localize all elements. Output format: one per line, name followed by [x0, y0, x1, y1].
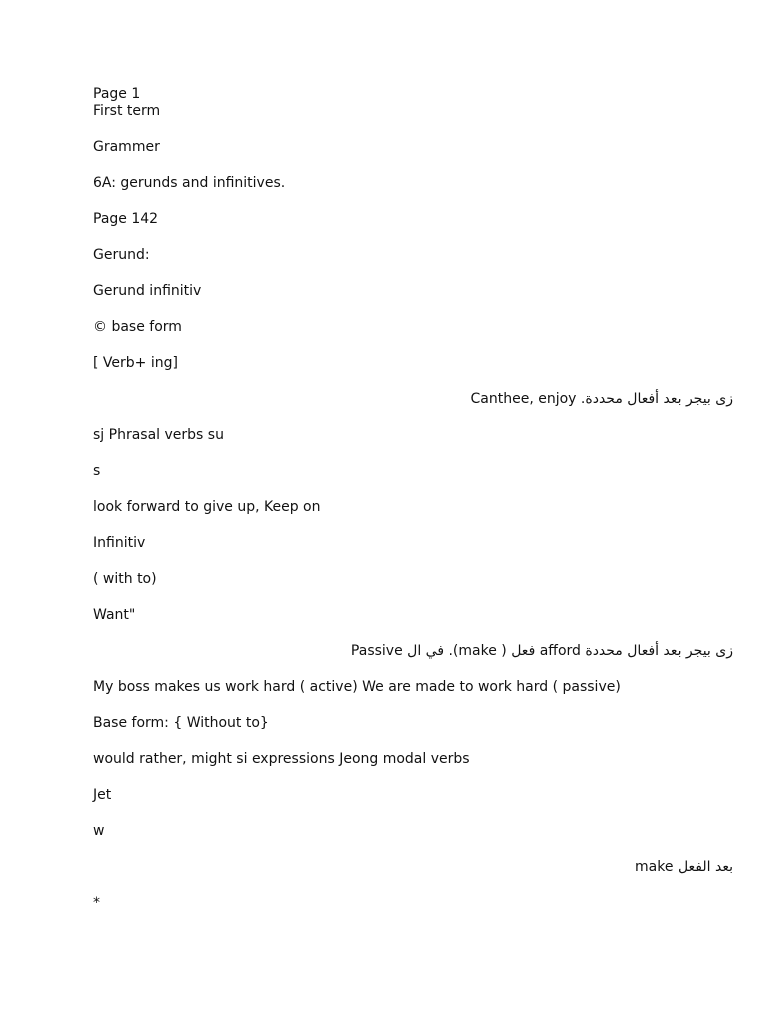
text-line: Gerund: — [93, 247, 150, 263]
text-line: look forward to give up, Keep on — [93, 499, 321, 515]
text-line: زى بيجر بعد أفعال محددة. Canthee, enjoy — [470, 391, 733, 407]
text-line: 6A: gerunds and infinitives. — [93, 175, 286, 191]
text-line: ( with to) — [93, 571, 157, 587]
text-line: Gerund infinitiv — [93, 283, 202, 299]
text-line: Jet — [93, 787, 112, 803]
text-line: Page 1 — [93, 86, 141, 102]
document-body — [93, 86, 733, 912]
text-line: My boss makes us work hard ( active) We are made to work hard ( passive) — [93, 679, 621, 695]
text-line: Base form: { Without to} — [93, 715, 269, 731]
text-line: First term — [93, 103, 161, 119]
text-line: © base form — [93, 319, 182, 335]
text-line: Want" — [93, 607, 136, 623]
text-line: Page 142 — [93, 211, 159, 227]
text-line: w — [93, 823, 105, 839]
text-line: [ Verb+ ing] — [93, 355, 178, 371]
text-line: would rather, might si expressions Jeong modal verbs — [93, 751, 470, 767]
text-line: s — [93, 463, 101, 479]
text-line: زى بيجر بعد أفعال محددة afford فعل ( make). في ال Passive — [350, 643, 733, 659]
text-line: Grammer — [93, 139, 160, 155]
text-line: sj Phrasal verbs su — [93, 427, 224, 443]
text-line: بعد الفعل make — [635, 859, 733, 875]
text-line: * — [93, 895, 100, 911]
text-line: Infinitiv — [93, 535, 146, 551]
